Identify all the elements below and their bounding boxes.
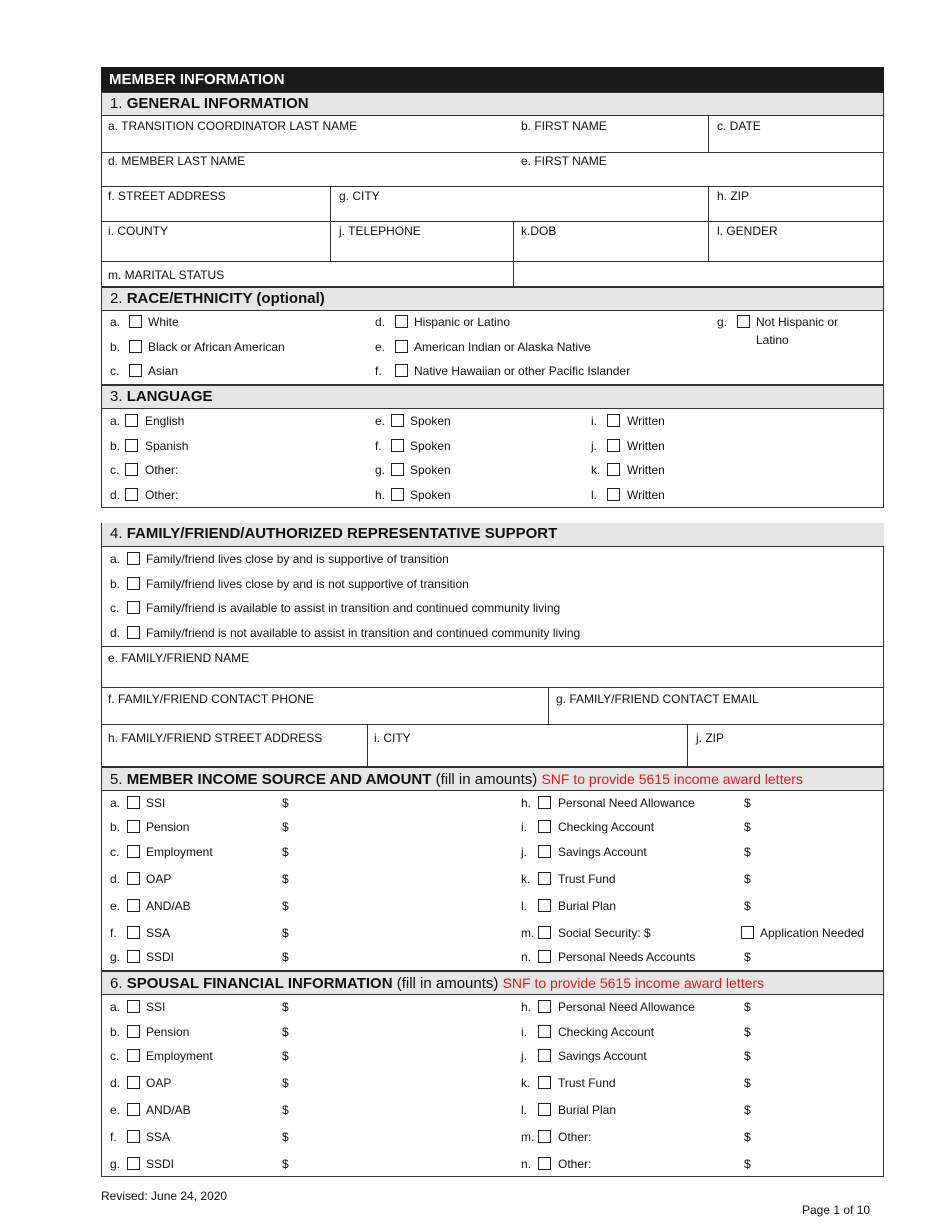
income-letter: d. xyxy=(110,872,121,886)
checkbox-other-lang-1[interactable] xyxy=(125,463,138,476)
income-letter: g. xyxy=(110,1157,121,1171)
checkbox-other-lang-2[interactable] xyxy=(125,488,138,501)
field-family-city[interactable]: i. CITY xyxy=(374,731,411,745)
amount-field[interactable]: $ xyxy=(744,899,751,913)
amount-field[interactable]: $ xyxy=(282,820,289,834)
label-application-needed: Application Needed xyxy=(760,926,865,940)
s6-checkbox-right-2[interactable] xyxy=(538,1049,551,1062)
checkbox-spoken-g[interactable] xyxy=(391,463,404,476)
s5-checkbox-right-4[interactable] xyxy=(538,899,551,912)
checkbox-american-indian[interactable] xyxy=(395,340,408,353)
amount-field[interactable]: $ xyxy=(744,1130,751,1144)
income-label: SSA xyxy=(146,1130,171,1144)
amount-field[interactable]: $ xyxy=(744,1076,751,1090)
income-letter: m. xyxy=(521,1130,535,1144)
field-family-address[interactable]: h. FAMILY/FRIEND STREET ADDRESS xyxy=(108,731,323,745)
income-label: SSA xyxy=(146,926,171,940)
s5-checkbox-left-6[interactable] xyxy=(127,950,140,963)
s5-checkbox-left-5[interactable] xyxy=(127,926,140,939)
page-number: Page 1 of 10 xyxy=(802,1203,871,1217)
checkbox-family-d[interactable] xyxy=(127,626,140,639)
income-letter: m. xyxy=(521,926,535,940)
amount-field[interactable]: $ xyxy=(744,796,751,810)
income-letter: k. xyxy=(521,872,531,886)
field-coordinator-first-name[interactable]: b. FIRST NAME xyxy=(521,119,607,133)
income-letter: h. xyxy=(521,796,532,810)
income-label: Personal Need Allowance xyxy=(558,1000,695,1014)
s5-checkbox-right-3[interactable] xyxy=(538,872,551,885)
income-letter: c. xyxy=(110,845,120,859)
s5-checkbox-left-4[interactable] xyxy=(127,899,140,912)
field-city[interactable]: g. CITY xyxy=(339,189,380,203)
s6-checkbox-right-0[interactable] xyxy=(538,1000,551,1013)
label-not-hispanic-2: Latino xyxy=(756,333,789,347)
checkbox-spoken-e[interactable] xyxy=(391,414,404,427)
amount-field[interactable]: $ xyxy=(744,872,751,886)
income-letter: c. xyxy=(110,1049,120,1063)
income-label: Employment xyxy=(146,1049,213,1063)
s5-checkbox-left-3[interactable] xyxy=(127,872,140,885)
amount-field[interactable]: $ xyxy=(282,1130,289,1144)
amount-field[interactable]: $ xyxy=(282,1103,289,1117)
checkbox-written-l[interactable] xyxy=(607,488,620,501)
section-3-box xyxy=(101,409,884,508)
label-american-indian: American Indian or Alaska Native xyxy=(414,340,591,354)
s6-checkbox-left-5[interactable] xyxy=(127,1130,140,1143)
field-telephone[interactable]: j. TELEPHONE xyxy=(339,224,421,238)
checkbox-black[interactable] xyxy=(129,340,142,353)
section-5-note: SNF to provide 5615 income award letters xyxy=(541,771,803,787)
section-6-header: 6. SPOUSAL FINANCIAL INFORMATION (fill in amounts) SNF to provide 5615 income award letters xyxy=(101,971,884,995)
income-letter: f. xyxy=(110,1130,117,1144)
label-hispanic: Hispanic or Latino xyxy=(414,315,511,329)
label-black: Black or African American xyxy=(148,340,285,354)
s6-checkbox-left-3[interactable] xyxy=(127,1076,140,1089)
income-letter: l. xyxy=(521,899,527,913)
income-label: Checking Account xyxy=(558,820,655,834)
income-label: AND/AB xyxy=(146,899,191,913)
income-label: Pension xyxy=(146,1025,190,1039)
s5-checkbox-right-5[interactable] xyxy=(538,926,551,939)
s6-checkbox-right-6[interactable] xyxy=(538,1157,551,1170)
income-letter: n. xyxy=(521,950,532,964)
field-county[interactable]: i. COUNTY xyxy=(108,224,168,238)
checkbox-family-a[interactable] xyxy=(127,552,140,565)
form-title: MEMBER INFORMATION xyxy=(101,67,884,92)
income-letter: l. xyxy=(521,1103,527,1117)
section-5-box xyxy=(101,791,884,971)
field-gender[interactable]: l. GENDER xyxy=(717,224,778,238)
income-label: Trust Fund xyxy=(558,872,616,886)
income-letter: i. xyxy=(521,820,527,834)
field-family-email[interactable]: g. FAMILY/FRIEND CONTACT EMAIL xyxy=(556,692,759,706)
field-dob[interactable]: k.DOB xyxy=(521,224,557,238)
label-not-hispanic-1: Not Hispanic or xyxy=(756,315,839,329)
s6-checkbox-right-5[interactable] xyxy=(538,1130,551,1143)
s5-checkbox-right-2[interactable] xyxy=(538,845,551,858)
field-date[interactable]: c. DATE xyxy=(717,119,761,133)
checkbox-spoken-h[interactable] xyxy=(391,488,404,501)
amount-field[interactable]: $ xyxy=(744,1157,751,1171)
income-letter: f. xyxy=(110,926,117,940)
income-label: Burial Plan xyxy=(558,1103,617,1117)
income-label: SSI xyxy=(146,796,166,810)
checkbox-hispanic[interactable] xyxy=(395,315,408,328)
amount-field[interactable]: $ xyxy=(744,820,751,834)
income-label: Other: xyxy=(558,1130,592,1144)
checkbox-spanish[interactable] xyxy=(125,439,138,452)
label-asian: Asian xyxy=(148,364,179,378)
checkbox-written-k[interactable] xyxy=(607,463,620,476)
field-coordinator-last-name[interactable]: a. TRANSITION COORDINATOR LAST NAME xyxy=(108,119,358,133)
amount-field[interactable]: $ xyxy=(282,899,289,913)
revised-date: Revised: June 24, 2020 xyxy=(101,1189,228,1203)
checkbox-pacific-islander[interactable] xyxy=(395,364,408,377)
income-letter: j. xyxy=(521,1049,527,1063)
amount-field[interactable]: $ xyxy=(744,1103,751,1117)
income-letter: a. xyxy=(110,796,121,810)
s6-checkbox-left-2[interactable] xyxy=(127,1049,140,1062)
income-letter: j. xyxy=(521,845,527,859)
s5-checkbox-left-1[interactable] xyxy=(127,820,140,833)
amount-field[interactable]: $ xyxy=(282,1049,289,1063)
income-label: OAP xyxy=(146,872,172,886)
amount-field[interactable]: $ xyxy=(282,872,289,886)
section-3-header: 3. LANGUAGE xyxy=(101,385,884,409)
s6-checkbox-right-1[interactable] xyxy=(538,1025,551,1038)
section-1-header: 1. GENERAL INFORMATION xyxy=(101,92,884,116)
label-white: White xyxy=(148,315,179,329)
field-zip[interactable]: h. ZIP xyxy=(717,189,750,203)
s5-checkbox-left-2[interactable] xyxy=(127,845,140,858)
field-family-zip[interactable]: j. ZIP xyxy=(696,731,725,745)
label-pacific-islander: Native Hawaiian or other Pacific Islander xyxy=(414,364,631,378)
income-label: Personal Need Allowance xyxy=(558,796,695,810)
amount-field[interactable]: $ xyxy=(282,845,289,859)
income-label: SSDI xyxy=(146,950,175,964)
field-street-address[interactable]: f. STREET ADDRESS xyxy=(108,189,226,203)
income-label: Pension xyxy=(146,820,190,834)
income-label: Trust Fund xyxy=(558,1076,616,1090)
income-label: OAP xyxy=(146,1076,172,1090)
s6-checkbox-right-4[interactable] xyxy=(538,1103,551,1116)
s5-checkbox-right-1[interactable] xyxy=(538,820,551,833)
amount-field[interactable]: $ xyxy=(744,1049,751,1063)
amount-field[interactable]: $ xyxy=(744,950,751,964)
income-letter: e. xyxy=(110,1103,121,1117)
s5-checkbox-right-6[interactable] xyxy=(538,950,551,963)
checkbox-application-needed[interactable] xyxy=(741,926,754,939)
checkbox-written-j[interactable] xyxy=(607,439,620,452)
income-label: Other: xyxy=(558,1157,592,1171)
income-letter: k. xyxy=(521,1076,531,1090)
amount-field[interactable]: $ xyxy=(744,845,751,859)
income-letter: n. xyxy=(521,1157,532,1171)
section-4-header: 4. FAMILY/FRIEND/AUTHORIZED REPRESENTATIVE SUPPORT xyxy=(101,523,884,547)
income-label: Social Security: $ xyxy=(558,926,651,940)
checkbox-asian[interactable] xyxy=(129,364,142,377)
s6-checkbox-left-4[interactable] xyxy=(127,1103,140,1116)
checkbox-written-i[interactable] xyxy=(607,414,620,427)
checkbox-white[interactable] xyxy=(129,315,142,328)
amount-field[interactable]: $ xyxy=(744,1000,751,1014)
field-member-first-name[interactable]: e. FIRST NAME xyxy=(521,154,607,168)
amount-field[interactable]: $ xyxy=(282,950,289,964)
income-letter: g. xyxy=(110,950,121,964)
income-label: Savings Account xyxy=(558,1049,647,1063)
income-letter: b. xyxy=(110,1025,121,1039)
income-label: Checking Account xyxy=(558,1025,655,1039)
checkbox-spoken-f[interactable] xyxy=(391,439,404,452)
income-letter: a. xyxy=(110,1000,121,1014)
s5-checkbox-right-0[interactable] xyxy=(538,796,551,809)
amount-field[interactable]: $ xyxy=(282,1157,289,1171)
s5-checkbox-left-0[interactable] xyxy=(127,796,140,809)
income-letter: h. xyxy=(521,1000,532,1014)
income-letter: i. xyxy=(521,1025,527,1039)
income-letter: e. xyxy=(110,899,121,913)
amount-field[interactable]: $ xyxy=(744,1025,751,1039)
section-5-header: 5. MEMBER INCOME SOURCE AND AMOUNT (fill in amounts) SNF to provide 5615 income award letters xyxy=(101,767,884,791)
section-6-note: SNF to provide 5615 income award letters xyxy=(502,975,765,991)
income-label: Burial Plan xyxy=(558,899,617,913)
field-marital-status[interactable]: m. MARITAL STATUS xyxy=(108,268,225,282)
income-label: Savings Account xyxy=(558,845,647,859)
field-family-name[interactable]: e. FAMILY/FRIEND NAME xyxy=(108,651,250,665)
checkbox-not-hispanic[interactable] xyxy=(737,315,750,328)
amount-field[interactable]: $ xyxy=(282,1000,289,1014)
income-letter: b. xyxy=(110,820,121,834)
field-family-phone[interactable]: f. FAMILY/FRIEND CONTACT PHONE xyxy=(108,692,315,706)
s6-checkbox-right-3[interactable] xyxy=(538,1076,551,1089)
s6-checkbox-left-6[interactable] xyxy=(127,1157,140,1170)
income-label: SSI xyxy=(146,1000,166,1014)
s6-checkbox-left-1[interactable] xyxy=(127,1025,140,1038)
income-label: AND/AB xyxy=(146,1103,191,1117)
income-label: SSDI xyxy=(146,1157,175,1171)
field-member-last-name[interactable]: d. MEMBER LAST NAME xyxy=(108,154,246,168)
checkbox-english[interactable] xyxy=(125,414,138,427)
amount-field[interactable]: $ xyxy=(282,926,289,940)
s6-checkbox-left-0[interactable] xyxy=(127,1000,140,1013)
income-label: Employment xyxy=(146,845,213,859)
section-2-header: 2. RACE/ETHNICITY (optional) xyxy=(101,287,884,311)
amount-field[interactable]: $ xyxy=(282,1076,289,1090)
section-6-box xyxy=(101,995,884,1177)
amount-field[interactable]: $ xyxy=(282,796,289,810)
checkbox-family-b[interactable] xyxy=(127,577,140,590)
checkbox-family-c[interactable] xyxy=(127,601,140,614)
amount-field[interactable]: $ xyxy=(282,1025,289,1039)
income-letter: d. xyxy=(110,1076,121,1090)
income-label: Personal Needs Accounts xyxy=(558,950,696,964)
